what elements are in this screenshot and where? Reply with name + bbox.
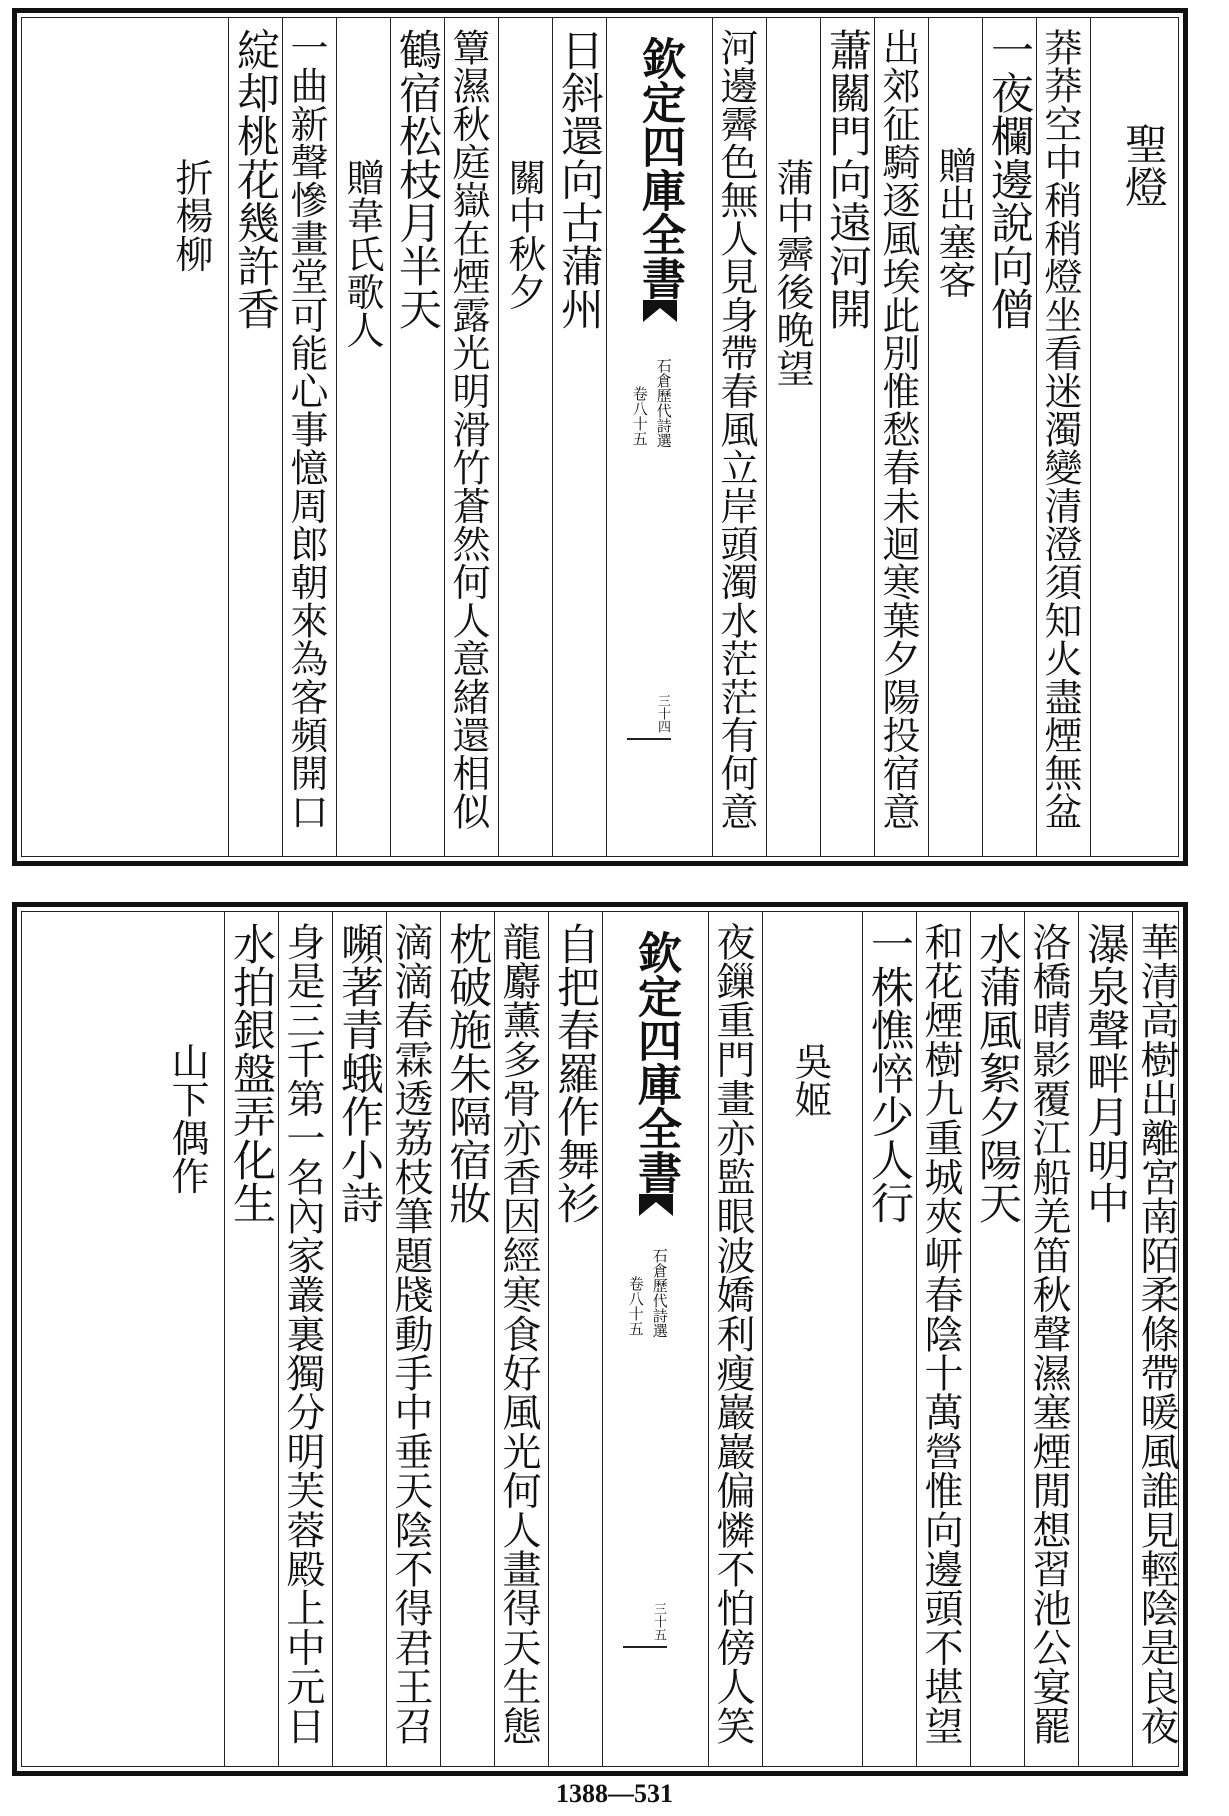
verse-line: 夜鏁重門畫亦監眼波嬌利瘦巖巖偏憐不怕傍人笑 xyxy=(710,922,755,1746)
poem-title: 折楊柳 xyxy=(169,158,213,273)
verse-line: 出郊征騎逐風埃此別惟愁春未迴寒葉夕陽投宿意 xyxy=(876,28,920,831)
fishtail-mark-icon xyxy=(643,300,677,322)
poem-title: 蒲中霽後晚望 xyxy=(770,158,814,388)
top-col-7 xyxy=(766,18,821,856)
top-page-panel xyxy=(12,8,1188,866)
top-col-10 xyxy=(498,18,553,856)
fishtail-mark-icon xyxy=(639,1194,673,1216)
verse-line: 自把春羅作舞衫 xyxy=(550,922,600,1225)
top-col-1 xyxy=(1090,18,1187,856)
volume-number: 卷八十五 xyxy=(630,386,649,446)
bottom-col-14 xyxy=(278,912,333,1766)
poem-title: 山下偶作 xyxy=(165,1042,209,1195)
top-col-16 xyxy=(22,18,228,856)
verse-line: 華清高樹出離宮南陌柔條帶暖風誰見輕陰是良夜 xyxy=(1134,922,1179,1746)
verse-line: 水拍銀盤弄化生 xyxy=(226,922,276,1225)
verse-line: 水蒲風絮夕陽天 xyxy=(972,922,1022,1225)
bottom-col-2 xyxy=(1078,912,1133,1766)
top-col-3 xyxy=(982,18,1037,856)
verse-line: 瀑泉聲畔月明中 xyxy=(1080,922,1130,1225)
verse-line: 滴滴春霖透荔枝筆題牋動手中垂天陰不得君王召 xyxy=(388,922,433,1746)
verse-line: 一株憔悴少人行 xyxy=(864,922,914,1225)
bottom-col-11 xyxy=(440,912,495,1766)
bottom-col-3 xyxy=(1024,912,1079,1766)
bottom-page-inner-frame xyxy=(21,911,1179,1767)
verse-line: 簟濕秋庭嶽在煙露光明滑竹蒼然何人意緒還相似 xyxy=(446,28,490,831)
top-col-8 xyxy=(712,18,767,856)
poem-title: 聖燈 xyxy=(1118,122,1168,209)
bottom-col-5 xyxy=(916,912,971,1766)
bottom-col-9 xyxy=(548,912,603,1766)
top-center-fold xyxy=(606,18,713,856)
bottom-col-1 xyxy=(1132,912,1187,1766)
bottom-col-6 xyxy=(862,912,917,1766)
bottom-col-15 xyxy=(224,912,279,1766)
folio-rule xyxy=(623,1646,667,1648)
bottom-page-panel xyxy=(12,902,1188,1776)
book-title: 欽定四庫全書 xyxy=(630,930,681,1194)
verse-line: 枕破施朱隔宿妝 xyxy=(442,922,492,1225)
poem-title: 贈韋氏歌人 xyxy=(340,158,384,349)
bottom-col-16 xyxy=(22,912,224,1766)
verse-line: 一夜欄邊說向僧 xyxy=(984,28,1034,331)
bottom-col-12 xyxy=(386,912,441,1766)
bottom-col-7 xyxy=(762,912,863,1766)
top-col-5 xyxy=(874,18,929,856)
source-title: 石倉歷代詩選 xyxy=(654,358,673,448)
bottom-center-fold xyxy=(602,912,709,1766)
volume-number: 卷八十五 xyxy=(626,1276,645,1336)
top-col-14 xyxy=(282,18,337,856)
verse-line: 綻却桃花幾許香 xyxy=(230,28,280,331)
top-col-9 xyxy=(552,18,607,856)
verse-line: 莽莽空中稍稍燈坐看迷濁變清澄須知火盡煙無盆 xyxy=(1038,28,1082,831)
top-col-11 xyxy=(444,18,499,856)
top-col-2 xyxy=(1036,18,1091,856)
poem-title: 關中秋夕 xyxy=(502,158,546,311)
top-col-6 xyxy=(820,18,875,856)
book-title: 欽定四庫全書 xyxy=(634,36,685,300)
bottom-col-4 xyxy=(970,912,1025,1766)
verse-line: 日斜還向古蒲州 xyxy=(554,28,604,331)
verse-line: 鶴宿松枝月半天 xyxy=(392,28,442,331)
verse-line: 河邊霽色無人見身帶春風立岸頭濁水茫茫有何意 xyxy=(714,28,758,831)
verse-line: 蕭關門向遠河開 xyxy=(822,28,872,331)
bottom-col-8 xyxy=(708,912,763,1766)
top-col-13 xyxy=(336,18,391,856)
top-col-15 xyxy=(228,18,283,856)
bottom-col-10 xyxy=(494,912,549,1766)
verse-line: 和花煙樹九重城夾岍春陰十萬營惟向邊頭不堪望 xyxy=(918,922,963,1746)
bottom-col-13 xyxy=(332,912,387,1766)
verse-line: 身是三千第一名內家叢裏獨分明芙蓉殿上中元日 xyxy=(280,922,325,1746)
source-title: 石倉歷代詩選 xyxy=(650,1248,669,1338)
verse-line: 一曲新聲慘畫堂可能心事憶周郎朝來為客頻開口 xyxy=(284,28,328,831)
page-number: 1388—531 xyxy=(556,1779,673,1808)
folio-number: 三十四 xyxy=(655,694,670,733)
top-col-12 xyxy=(390,18,445,856)
verse-line: 龍麝薰多骨亦香因經寒食好風光何人畫得天生態 xyxy=(496,922,541,1746)
folio-number: 三十五 xyxy=(651,1602,666,1641)
folio-rule xyxy=(627,738,671,740)
top-page-inner-frame xyxy=(21,17,1179,857)
poem-title: 吳姬 xyxy=(788,1042,832,1119)
poem-title: 贈出塞客 xyxy=(932,146,976,299)
verse-line: 洛橋晴影覆江船羌笛秋聲濕塞煙閒想習池公宴罷 xyxy=(1026,922,1071,1746)
verse-line: 嚬著青蛾作小詩 xyxy=(334,922,384,1225)
top-col-4 xyxy=(928,18,983,856)
